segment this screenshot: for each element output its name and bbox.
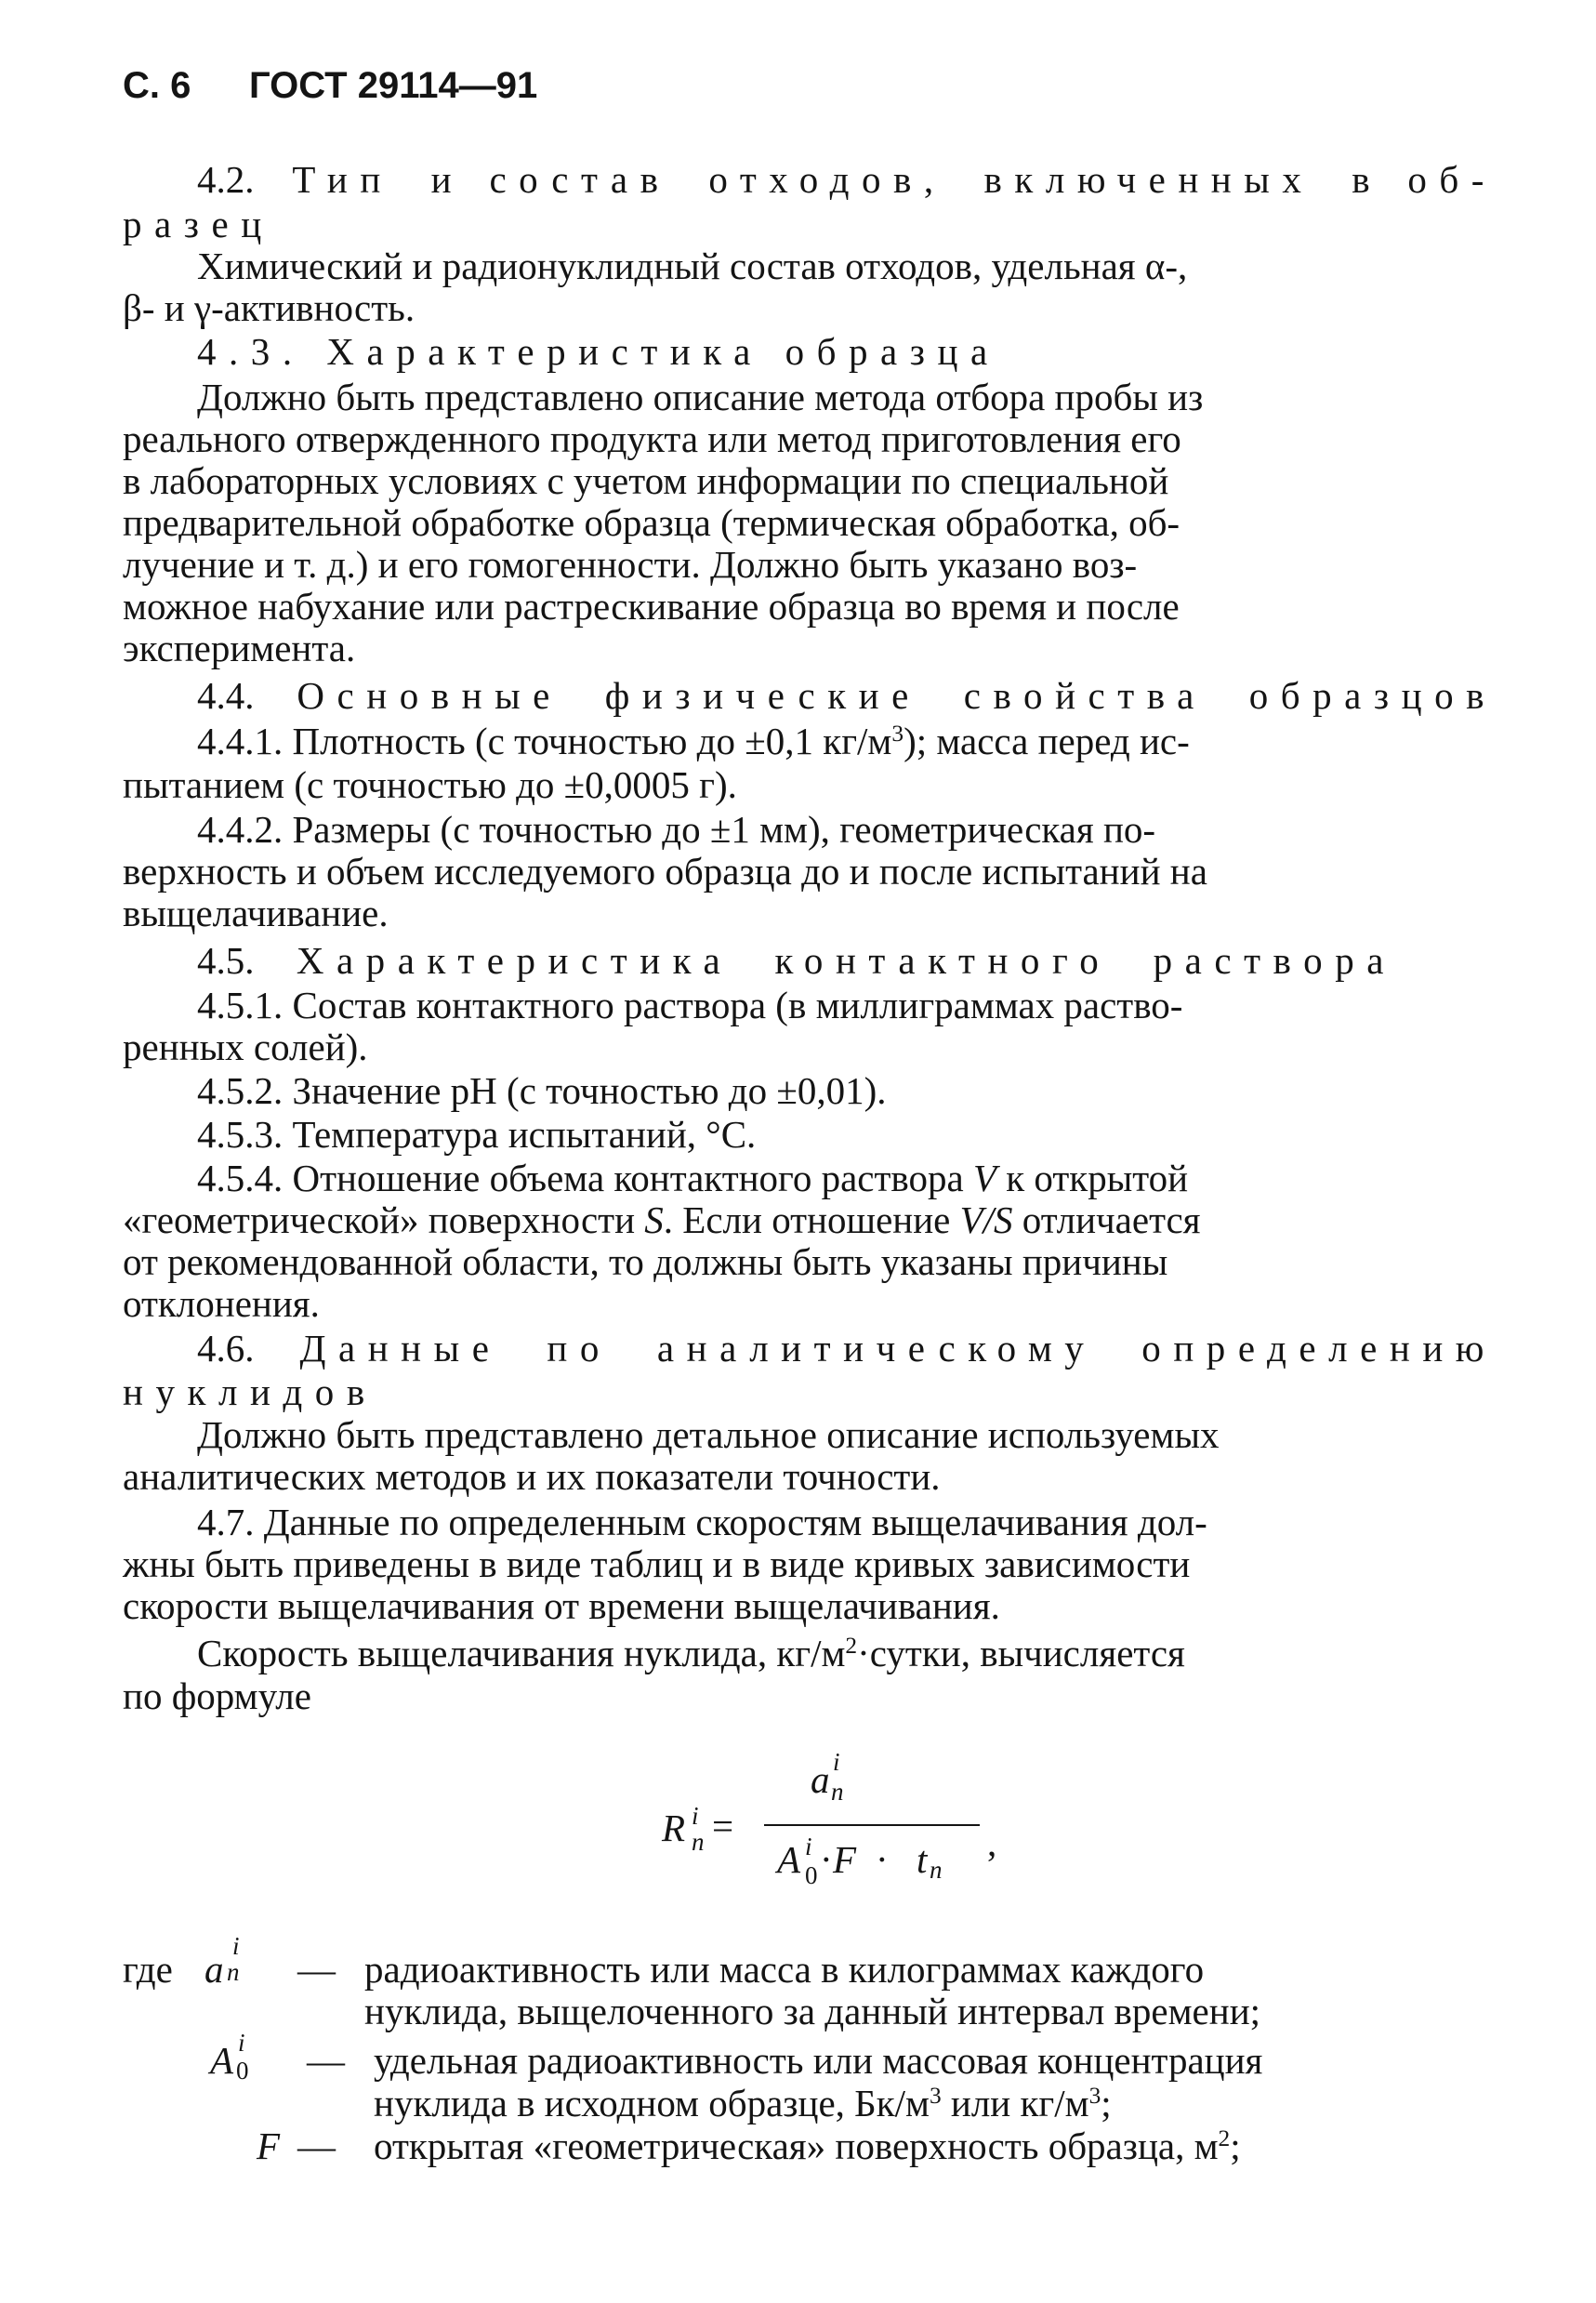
legend-A-line2: нуклида в исходном образце, $Бк/м^3$ или $кг/м^3$; <box>374 2082 1112 2124</box>
legend-symbol-A-sup-i: i <box>238 2029 245 2057</box>
legend-symbol-a-sub-n: n <box>227 1958 240 1986</box>
standard-designation: ГОСТ 29114—91 <box>249 65 538 106</box>
section-4-6-heading-cont: нуклидов <box>123 1370 377 1413</box>
formula-denominator-dot: · <box>876 1838 889 1881</box>
formula-denominator-t: t <box>917 1838 928 1881</box>
formula-denominator-A: A <box>777 1838 801 1881</box>
section-4-4-heading: 4.4. Основные физические свойства образцов <box>197 674 1497 717</box>
section-4-5-1-line1: 4.5.1. Состав контактного раствора (в миллиграммах раство- <box>197 984 1183 1026</box>
formula-denominator-A-sup-i: i <box>805 1833 812 1860</box>
section-4-4-1-line2: пытанием (с точностью до ±0,0005 г). <box>123 763 737 806</box>
section-4-3-line: можное набухание или растрескивание образца во время и после <box>123 585 1180 628</box>
section-4-5-1-line2: ренных солей). <box>123 1026 368 1068</box>
section-4-2-body-line1: Химический и радионуклидный состав отходов, удельная α-, <box>197 245 1188 287</box>
section-4-4-2-line2: верхность и объем исследуемого образца до и после испытаний на <box>123 850 1207 893</box>
section-4-3-heading: 4.3. Характеристика образца <box>197 330 1000 373</box>
legend-dash: — <box>307 2039 345 2082</box>
formula-numerator-sub-n: n <box>831 1778 844 1806</box>
formula-intro-line1: Скорость выщелачивания нуклида, $кг/м^2\cdot сутки$, вычисляется <box>197 1632 1185 1674</box>
section-4-3-line: реального отвержденного продукта или метод приготовления его <box>123 417 1181 460</box>
section-4-5-heading: 4.5. Характеристика контактного раствора <box>197 939 1396 982</box>
legend-a-line1: радиоактивность или масса в килограммах каждого <box>364 1948 1205 1991</box>
beta-symbol: β- <box>123 286 155 329</box>
section-4-4-2-line1: 4.4.2. Размеры (с точностью до ±1 мм), геометрическая по- <box>197 808 1156 851</box>
formula-denominator-dot: · <box>820 1838 833 1881</box>
section-4-2-heading: 4.2. Тип и состав отходов, включенных в об- <box>197 158 1497 201</box>
formula-numerator-sup-i: i <box>833 1748 840 1776</box>
alpha-symbol: α-, <box>1144 245 1188 287</box>
legend-symbol-a: a <box>204 1948 224 1991</box>
formula-lhs-R: R <box>662 1807 686 1849</box>
formula-intro-line2: по формуле <box>123 1674 311 1717</box>
legend-where: где <box>123 1948 173 1991</box>
section-4-7-line3: скорости выщелачивания от времени выщелачивания. <box>123 1584 1000 1627</box>
section-4-7-line2: жны быть приведены в виде таблиц и в виде кривых зависимости <box>123 1542 1191 1585</box>
legend-symbol-a-sup-i: i <box>232 1932 240 1960</box>
section-4-2-body-line2: β- и γ-активность. <box>123 286 415 329</box>
section-4-5-3: 4.5.3. Температура испытаний, °С. <box>197 1113 757 1156</box>
section-4-3-line: Должно быть представлено описание метода отбора пробы из <box>197 376 1204 418</box>
legend-dash: — <box>297 1948 336 1991</box>
section-4-5-2: 4.5.2. Значение рН (с точностью до ±0,01). <box>197 1069 887 1112</box>
section-4-6-line1: Должно быть представлено детальное описание используемых <box>197 1413 1220 1456</box>
section-4-6-line2: аналитических методов и их показатели точности. <box>123 1455 941 1498</box>
section-4-4-1-line1: 4.4.1. Плотность (с точностью до ±0,1 $кг/м^3$); масса перед ис- <box>197 720 1190 762</box>
formula-lhs-sub-n: n <box>692 1828 705 1856</box>
section-4-5-4-line1: 4.5.4. Отношение объема контактного раствора V к открытой <box>197 1157 1189 1199</box>
section-4-3-last-line: эксперимента. <box>123 627 356 669</box>
section-4-3-line: в лабораторных условиях с учетом информации по специальной <box>123 459 1169 502</box>
legend-symbol-F: F <box>257 2124 281 2167</box>
legend-a-line2: нуклида, выщелоченного за данный интервал времени; <box>364 1990 1261 2032</box>
legend-A-line1: удельная радиоактивность или массовая концентрация <box>374 2039 1263 2082</box>
formula-equals: = <box>712 1805 734 1847</box>
legend-dash: — <box>297 2124 336 2167</box>
gamma-symbol: γ <box>193 286 212 329</box>
formula-denominator-F: F <box>833 1838 857 1881</box>
section-4-6-heading: 4.6. Данные по аналитическому определению <box>197 1327 1497 1370</box>
legend-symbol-A-sub-0: 0 <box>236 2057 249 2085</box>
formula-denominator-A-sub-0: 0 <box>805 1861 818 1889</box>
section-4-5-4-line2: «геометрической» поверхности S. Если отношение V/S отличается <box>123 1198 1201 1241</box>
formula-lhs-sup-i: i <box>692 1802 699 1830</box>
section-4-7-line1: 4.7. Данные по определенным скоростям выщелачивания дол- <box>197 1501 1207 1543</box>
section-4-3-line: лучение и т. д.) и его гомогенности. Должно быть указано воз- <box>123 543 1138 586</box>
section-4-2-heading-cont: разец <box>123 203 274 245</box>
formula-numerator-a: a <box>811 1758 830 1801</box>
page-number: С. 6 <box>123 65 191 106</box>
section-4-5-4-line3: от рекомендованной области, то должны быть указаны причины <box>123 1240 1168 1283</box>
legend-symbol-A: A <box>210 2039 234 2082</box>
section-4-4-2-line3: выщелачивание. <box>123 892 389 934</box>
formula-comma: , <box>987 1821 997 1864</box>
legend-F-line: открытая «геометрическая» поверхность образца, $м^2$; <box>374 2124 1241 2167</box>
fraction-bar <box>764 1824 980 1826</box>
formula-denominator-t-sub-n: n <box>930 1856 943 1884</box>
section-4-5-4-line4: отклонения. <box>123 1282 320 1325</box>
section-4-3-line: предварительной обработке образца (термическая обработка, об- <box>123 501 1181 544</box>
